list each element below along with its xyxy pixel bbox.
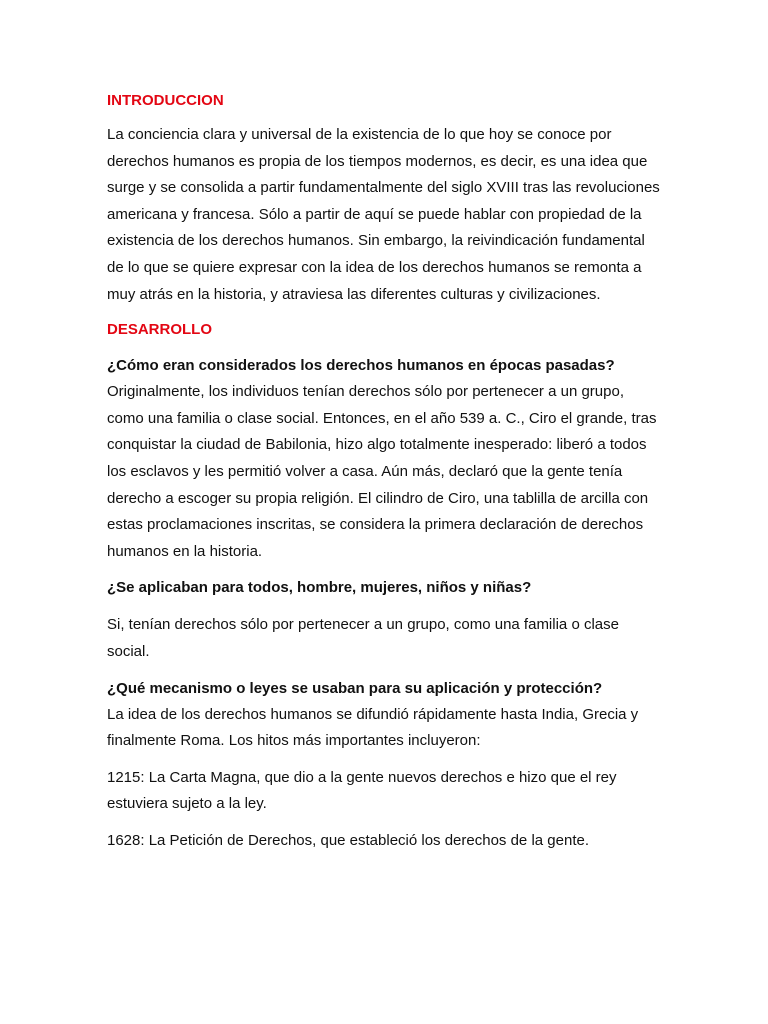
document-page (107, 88, 663, 854)
answer-applied-to-all: Si, tenían derechos sólo por pertenecer a un grupo, como una familia o clase social. (107, 616, 619, 660)
milestone-1628: 1628: La Petición de Derechos, que estableció los derechos de la gente. (107, 831, 589, 849)
intro-paragraph: La conciencia clara y universal de la existencia de lo que hoy se conoce por derechos humanos es propia de los tiempos modernos, es decir, es una idea que surge y se consolida a partir fundamentalmente del siglo XVIII tras las revoluciones americana y francesa. Sólo a partir de aquí se puede hablar con propiedad de la existencia de los derechos humanos. Sin embargo, la reivindicación fundamental de lo que se quiere expresar con la idea de los derechos humanos se remonta a muy atrás en la historia, y atraviesa las diferentes culturas y civilizaciones. (107, 126, 660, 303)
question-applied-to-all: ¿Se aplicaban para todos, hombre, mujeres, niños y niñas? (107, 579, 532, 597)
milestone-1215: 1215: La Carta Magna, que dio a la gente nuevos derechos e hizo que el rey estuviera sujeto a la ley. (107, 768, 617, 813)
question-mechanisms: ¿Qué mecanismo o leyes se usaban para su aplicación y protección? (107, 679, 603, 697)
question-past-rights: ¿Cómo eran considerados los derechos humanos en épocas pasadas? (107, 357, 615, 375)
answer-past-rights: Originalmente, los individuos tenían derechos sólo por pertenecer a un grupo, como una familia o clase social. Entonces, en el año 539 a. C., Ciro el grande, tras conquistar la ciudad de Babilonia, hizo algo totalmente inesperado: liberó a todos los esclavos y les permitió volver a casa. Aún más, declaró que la gente tenía derecho a escoger su propia religión. El cilindro de Ciro, una tablilla de arcilla con estas proclamaciones inscritas, se considera la primera declaración de derechos humanos en la historia. (107, 383, 657, 560)
intro-heading: INTRODUCCION (107, 92, 224, 109)
development-heading: DESARROLLO (107, 321, 212, 339)
answer-mechanisms: La idea de los derechos humanos se difundió rápidamente hasta India, Grecia y finalmente Roma. Los hitos más importantes incluyeron: (107, 705, 639, 750)
